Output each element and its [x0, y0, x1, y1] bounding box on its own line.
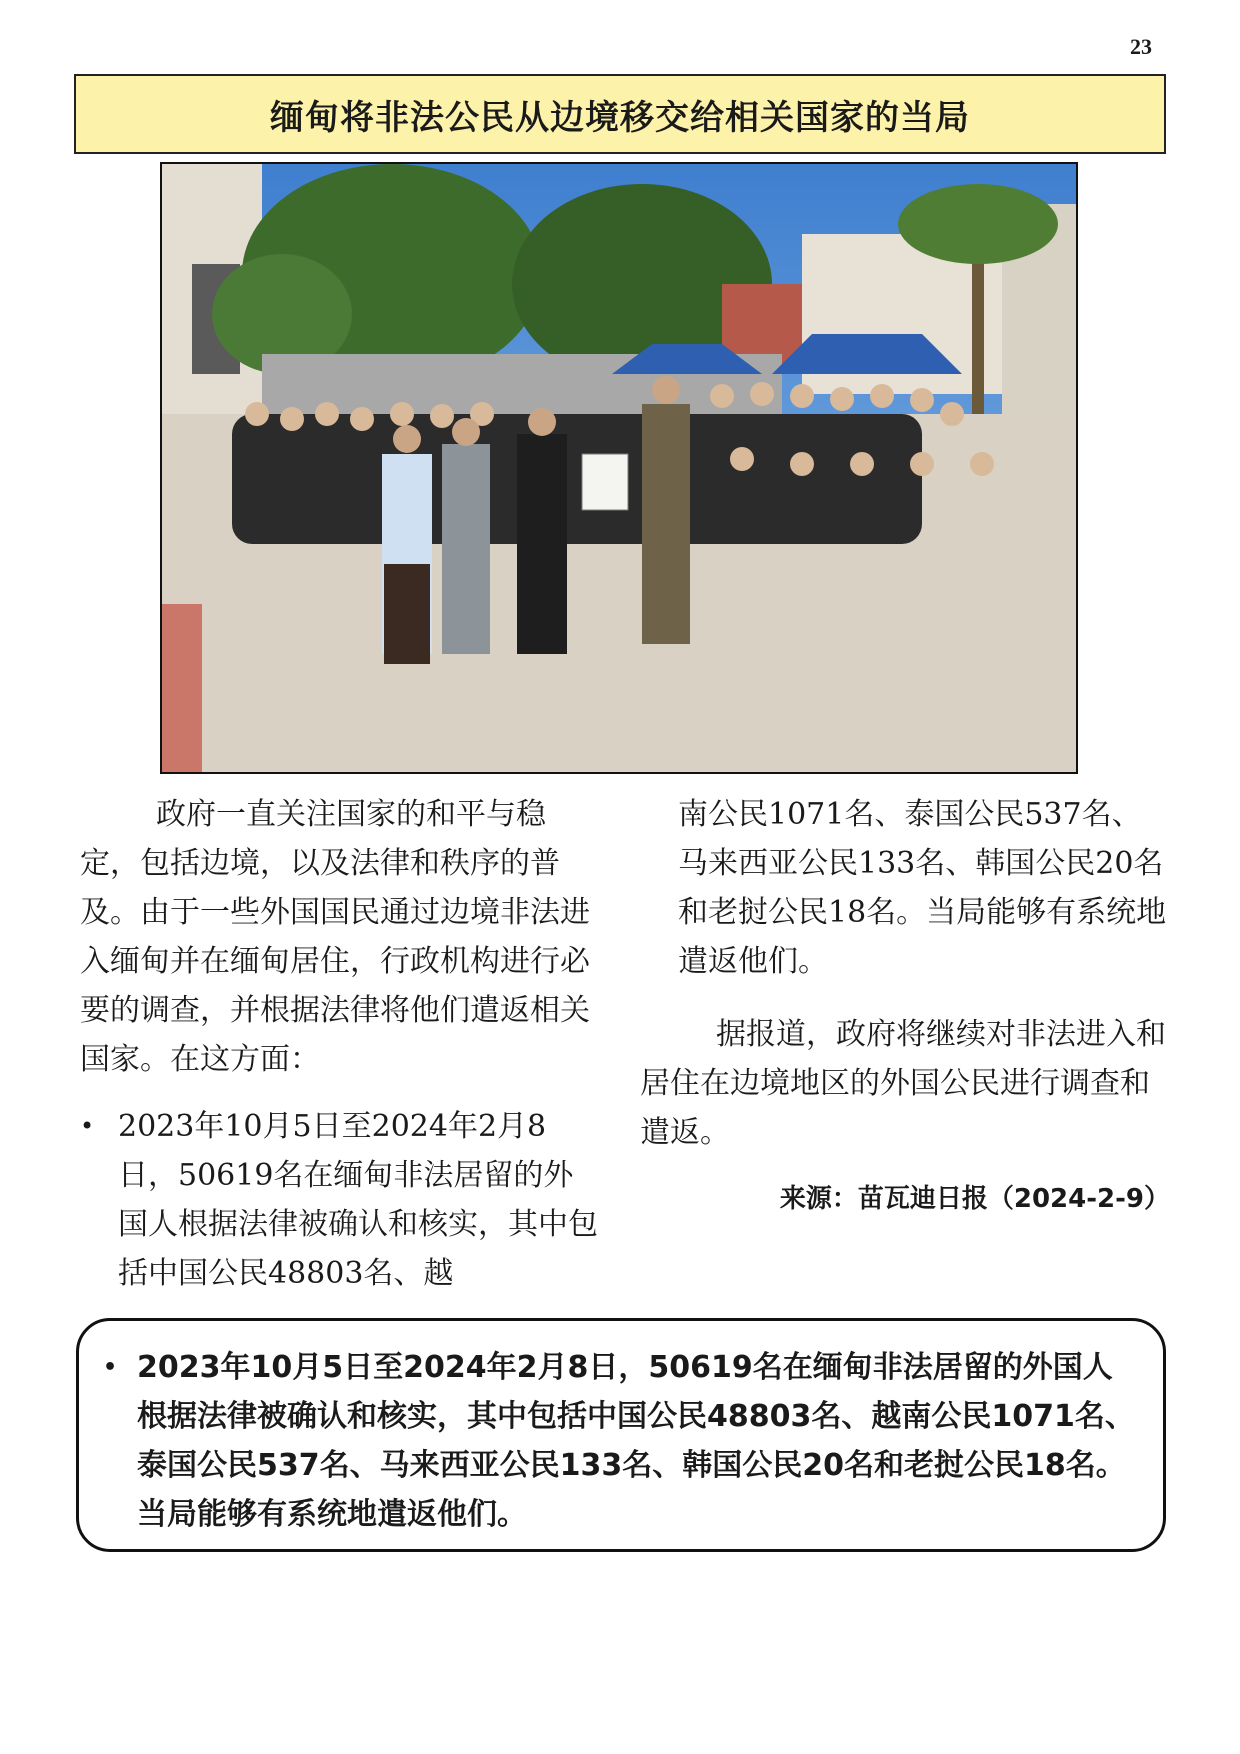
- title-banner: [74, 74, 1166, 154]
- right-column: [640, 790, 1170, 1224]
- bullet-statistics-start: • 2023年10月5日至2024年2月8日，50619名在缅甸非法居留的外国人根据法律被确认和核实，其中包括中国公民48803名、越: [80, 1102, 600, 1298]
- intro-paragraph: 政府一直关注国家的和平与稳定，包括边境，以及法律和秩序的普及。由于一些外国国民通过边境非法进入缅甸并在缅甸居住，行政机构进行必要的调查，并根据法律将他们遣返相关国家。在这方面：: [80, 797, 590, 1077]
- bullet-statistics-continuation: 南公民1071名、泰国公民537名、马来西亚公民133名、韩国公民20名和老挝公民18名。当局能够有系统地遣返他们。: [678, 797, 1167, 979]
- page-number: 23: [1130, 34, 1152, 59]
- handover-ceremony-photo: [160, 162, 1078, 774]
- summary-text: • 2023年10月5日至2024年2月8日，50619名在缅甸非法居留的外国人根据法律被确认和核实，其中包括中国公民48803名、越南公民1071名、泰国公民537名、马来西亚公民133名、韩国公民20名和老挝公民18名。当局能够有系统地遣返他们。: [103, 1343, 1139, 1539]
- closing-paragraph: 据报道，政府将继续对非法进入和居住在边境地区的外国公民进行调查和遣返。: [640, 1017, 1166, 1150]
- left-column: [80, 790, 600, 1298]
- page-title: 缅甸将非法公民从边境移交给相关国家的当局: [270, 97, 970, 138]
- source-citation: 来源：苗瓦迪日报（2024-2-9）: [779, 1184, 1170, 1214]
- summary-box: [76, 1318, 1166, 1552]
